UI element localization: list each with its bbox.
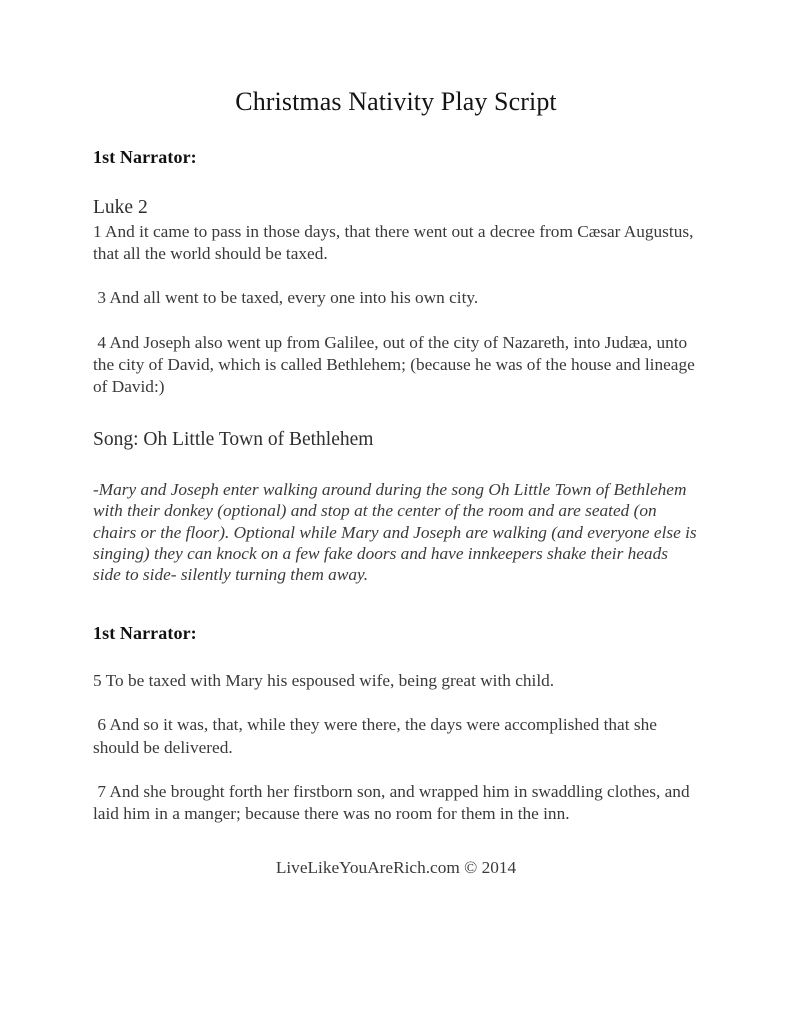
- song-cue: Song: Oh Little Town of Bethlehem: [93, 429, 374, 451]
- verse-1: 1 And it came to pass in those days, that there went out a decree from Cæsar Augustus, that all the world should be taxed.: [93, 222, 698, 264]
- verse-7: 7 And she brought forth her firstborn son, and wrapped him in swaddling clothes, and laid him in a manger; because there was no room for them in the inn.: [93, 781, 694, 824]
- speaker-heading-narrator-1: 1st Narrator:: [93, 147, 197, 167]
- document-body: [93, 0, 699, 879]
- stage-direction: -Mary and Joseph enter walking around during the song Oh Little Town of Bethlehem with their donkey (optional) and stop at the center of the room and are seated (on chairs or the floor). Optional while Mary and Joseph are walking (and everyone else is singing) they can knock on a few fake doors and have innkeepers shake their heads side to side- silently turning them away.: [93, 480, 701, 585]
- verse-5: 5 To be taxed with Mary his espoused wife, being great with child.: [93, 671, 555, 691]
- page-title: Christmas Nativity Play Script: [235, 87, 557, 116]
- footer-credit: LiveLikeYouAreRich.com © 2014: [275, 858, 517, 878]
- scripture-reference: Luke 2: [93, 197, 148, 218]
- speaker-heading-narrator-2: 1st Narrator:: [93, 623, 197, 644]
- verse-6: 6 And so it was, that, while they were there, the days were accomplished that she should be delivered.: [93, 715, 662, 757]
- verse-4: 4 And Joseph also went up from Galilee, out of the city of Nazareth, into Judæa, unto the city of David, which is called Bethlehem; (because he was of the house and lineage of David:): [93, 332, 700, 397]
- verse-3: 3 And all went to be taxed, every one into his own city.: [93, 288, 479, 308]
